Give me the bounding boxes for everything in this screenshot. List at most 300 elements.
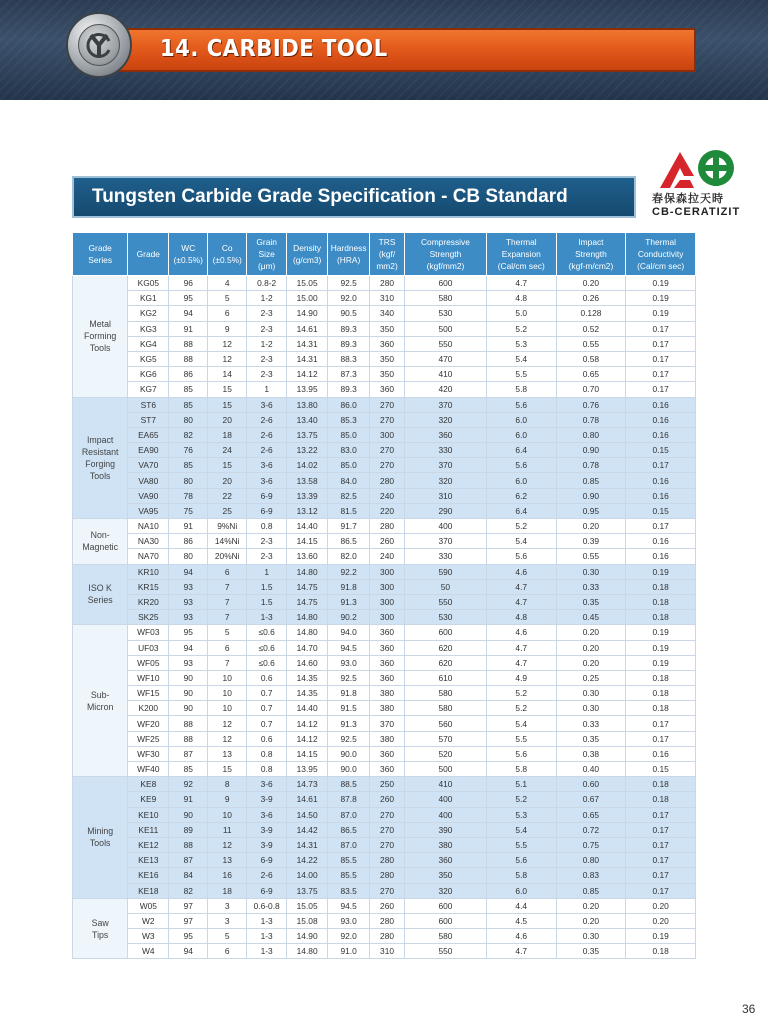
value-cell: 5 <box>208 929 247 944</box>
column-header <box>287 233 328 276</box>
table-row <box>73 458 696 473</box>
value-cell: 0.20 <box>556 625 626 640</box>
table-row <box>73 579 696 594</box>
table-header <box>73 233 696 276</box>
value-cell: 320 <box>404 412 486 427</box>
table-row <box>73 837 696 852</box>
value-cell: 0.18 <box>626 777 696 792</box>
value-cell: 280 <box>370 276 405 291</box>
value-cell: 88 <box>169 716 208 731</box>
table-row <box>73 519 696 534</box>
value-cell: 89 <box>169 822 208 837</box>
value-cell: 0.19 <box>626 564 696 579</box>
value-cell: 5.3 <box>486 807 556 822</box>
grade-cell: WF25 <box>128 731 169 746</box>
value-cell: 3-6 <box>247 807 287 822</box>
value-cell: 13.58 <box>287 473 328 488</box>
value-cell: 96 <box>169 276 208 291</box>
value-cell: 550 <box>404 594 486 609</box>
value-cell: 91.3 <box>328 716 370 731</box>
value-cell: 13.60 <box>287 549 328 564</box>
value-cell: 14.80 <box>287 944 328 959</box>
value-cell: 5 <box>208 291 247 306</box>
value-cell: 2-6 <box>247 868 287 883</box>
value-cell: 0.80 <box>556 853 626 868</box>
value-cell: 1 <box>247 382 287 397</box>
value-cell: 90.5 <box>328 306 370 321</box>
value-cell: 5.8 <box>486 868 556 883</box>
grade-cell: WF20 <box>128 716 169 731</box>
value-cell: 520 <box>404 746 486 761</box>
grade-series-line: Tools <box>89 838 111 849</box>
value-cell: 92.2 <box>328 564 370 579</box>
value-cell: 4.7 <box>486 579 556 594</box>
value-cell: 85.0 <box>328 458 370 473</box>
value-cell: 18 <box>208 883 247 898</box>
value-cell: 85.3 <box>328 412 370 427</box>
value-cell: 280 <box>370 868 405 883</box>
table-row <box>73 913 696 928</box>
value-cell: 86 <box>169 367 208 382</box>
value-cell: 0.39 <box>556 534 626 549</box>
grade-cell: NA10 <box>128 519 169 534</box>
value-cell: 14.00 <box>287 868 328 883</box>
grade-cell: WF30 <box>128 746 169 761</box>
value-cell: 5.4 <box>486 822 556 837</box>
value-cell: 0.25 <box>556 670 626 685</box>
value-cell: 400 <box>404 807 486 822</box>
company-emblem-icon <box>66 12 132 78</box>
table-row <box>73 503 696 518</box>
value-cell: 0.18 <box>626 686 696 701</box>
value-cell: 0.90 <box>556 443 626 458</box>
value-cell: 0.33 <box>556 579 626 594</box>
value-cell: 0.26 <box>556 291 626 306</box>
table-row <box>73 731 696 746</box>
value-cell: 5.6 <box>486 853 556 868</box>
value-cell: 280 <box>370 853 405 868</box>
value-cell: 13.40 <box>287 412 328 427</box>
value-cell: 2-6 <box>247 443 287 458</box>
value-cell: 0.15 <box>626 503 696 518</box>
value-cell: 15 <box>208 762 247 777</box>
value-cell: 83.0 <box>328 443 370 458</box>
value-cell: 400 <box>404 792 486 807</box>
value-cell: 92 <box>169 777 208 792</box>
table-row <box>73 716 696 731</box>
value-cell: 340 <box>370 306 405 321</box>
column-header <box>208 233 247 276</box>
value-cell: 380 <box>370 686 405 701</box>
value-cell: 90.0 <box>328 762 370 777</box>
table-row <box>73 397 696 412</box>
grade-series-cell <box>73 777 128 899</box>
value-cell: 7 <box>208 610 247 625</box>
column-header-line: WC <box>181 243 196 253</box>
value-cell: 0.8 <box>247 519 287 534</box>
value-cell: 2-6 <box>247 427 287 442</box>
value-cell: 0.85 <box>556 473 626 488</box>
grade-series-line: Impact <box>86 434 114 445</box>
value-cell: 0.16 <box>626 488 696 503</box>
value-cell: 3-6 <box>247 397 287 412</box>
value-cell: 16 <box>208 868 247 883</box>
value-cell: 0.35 <box>556 944 626 959</box>
value-cell: 0.17 <box>626 853 696 868</box>
table-row <box>73 427 696 442</box>
value-cell: 5.8 <box>486 762 556 777</box>
value-cell: ≤0.6 <box>247 655 287 670</box>
value-cell: 620 <box>404 655 486 670</box>
table-row <box>73 351 696 366</box>
value-cell: 85.5 <box>328 868 370 883</box>
value-cell: 600 <box>404 625 486 640</box>
value-cell: 50 <box>404 579 486 594</box>
grade-spec-table <box>72 232 696 959</box>
table-row <box>73 807 696 822</box>
value-cell: 9%Ni <box>208 519 247 534</box>
value-cell: 0.17 <box>626 837 696 852</box>
value-cell: 220 <box>370 503 405 518</box>
value-cell: 6-9 <box>247 503 287 518</box>
grade-cell: WF40 <box>128 762 169 777</box>
value-cell: 370 <box>404 397 486 412</box>
value-cell: 3-6 <box>247 473 287 488</box>
value-cell: 91.3 <box>328 594 370 609</box>
value-cell: 5.6 <box>486 746 556 761</box>
column-header-line: Thermal <box>505 237 537 247</box>
value-cell: 580 <box>404 686 486 701</box>
value-cell: 0.17 <box>626 367 696 382</box>
table-row <box>73 883 696 898</box>
value-cell: 82.0 <box>328 549 370 564</box>
value-cell: 5.5 <box>486 837 556 852</box>
grade-cell: KG5 <box>128 351 169 366</box>
grade-cell: KR10 <box>128 564 169 579</box>
value-cell: 0.30 <box>556 686 626 701</box>
value-cell: 22 <box>208 488 247 503</box>
value-cell: 0.45 <box>556 610 626 625</box>
value-cell: 86.5 <box>328 534 370 549</box>
value-cell: 14.22 <box>287 853 328 868</box>
value-cell: 14.61 <box>287 792 328 807</box>
value-cell: 6 <box>208 306 247 321</box>
grade-cell: NA70 <box>128 549 169 564</box>
table-row <box>73 306 696 321</box>
value-cell: 5.2 <box>486 321 556 336</box>
value-cell: 97 <box>169 913 208 928</box>
value-cell: 310 <box>404 488 486 503</box>
value-cell: 0.19 <box>626 291 696 306</box>
value-cell: 360 <box>370 625 405 640</box>
value-cell: 5.4 <box>486 351 556 366</box>
value-cell: 270 <box>370 883 405 898</box>
value-cell: 91.7 <box>328 519 370 534</box>
grade-cell: W4 <box>128 944 169 959</box>
grade-cell: KG2 <box>128 306 169 321</box>
table-row <box>73 929 696 944</box>
table-row <box>73 853 696 868</box>
value-cell: 93 <box>169 579 208 594</box>
value-cell: 85.0 <box>328 427 370 442</box>
value-cell: 15 <box>208 458 247 473</box>
value-cell: 4 <box>208 276 247 291</box>
value-cell: 0.20 <box>626 913 696 928</box>
value-cell: 5.2 <box>486 701 556 716</box>
grade-series-cell <box>73 564 128 625</box>
section-title-box <box>72 176 636 218</box>
value-cell: 280 <box>370 519 405 534</box>
value-cell: 90.0 <box>328 746 370 761</box>
value-cell: 4.6 <box>486 625 556 640</box>
value-cell: 350 <box>370 321 405 336</box>
value-cell: 350 <box>370 351 405 366</box>
value-cell: 81.5 <box>328 503 370 518</box>
value-cell: 0.8 <box>247 762 287 777</box>
value-cell: 20 <box>208 473 247 488</box>
value-cell: 85 <box>169 382 208 397</box>
value-cell: 0.40 <box>556 762 626 777</box>
value-cell: 3-9 <box>247 822 287 837</box>
value-cell: 280 <box>370 913 405 928</box>
table-row <box>73 746 696 761</box>
value-cell: 6.0 <box>486 473 556 488</box>
value-cell: 590 <box>404 564 486 579</box>
value-cell: 580 <box>404 701 486 716</box>
value-cell: 0.17 <box>626 458 696 473</box>
value-cell: 25 <box>208 503 247 518</box>
value-cell: 4.7 <box>486 944 556 959</box>
value-cell: 380 <box>370 731 405 746</box>
value-cell: 3-9 <box>247 837 287 852</box>
value-cell: 2-3 <box>247 549 287 564</box>
table-row <box>73 655 696 670</box>
value-cell: 500 <box>404 762 486 777</box>
value-cell: 0.58 <box>556 351 626 366</box>
value-cell: 2-6 <box>247 412 287 427</box>
value-cell: 14.75 <box>287 594 328 609</box>
value-cell: 260 <box>370 534 405 549</box>
value-cell: 92.0 <box>328 291 370 306</box>
value-cell: 0.16 <box>626 397 696 412</box>
grade-series-cell <box>73 276 128 398</box>
value-cell: 14.70 <box>287 640 328 655</box>
value-cell: 6.4 <box>486 443 556 458</box>
value-cell: 0.20 <box>556 913 626 928</box>
value-cell: 0.6 <box>247 670 287 685</box>
column-header <box>73 233 128 276</box>
grade-series-line: Micron <box>86 701 114 712</box>
column-header-line: Impact <box>578 237 604 247</box>
column-header-line: (μm) <box>257 261 276 271</box>
grade-series-cell <box>73 397 128 519</box>
value-cell: 87.3 <box>328 367 370 382</box>
value-cell: 92.5 <box>328 276 370 291</box>
value-cell: 3-9 <box>247 792 287 807</box>
value-cell: 4.5 <box>486 913 556 928</box>
table-row <box>73 443 696 458</box>
value-cell: 87 <box>169 853 208 868</box>
value-cell: 82 <box>169 883 208 898</box>
value-cell: 91.8 <box>328 579 370 594</box>
value-cell: 6.4 <box>486 503 556 518</box>
table-row <box>73 549 696 564</box>
table-row <box>73 382 696 397</box>
value-cell: 370 <box>404 534 486 549</box>
grade-series-cell <box>73 519 128 565</box>
value-cell: 4.7 <box>486 640 556 655</box>
value-cell: 94 <box>169 306 208 321</box>
value-cell: 14.40 <box>287 519 328 534</box>
table-row <box>73 640 696 655</box>
value-cell: 600 <box>404 913 486 928</box>
column-header-line: (Cal/cm sec) <box>637 261 685 271</box>
value-cell: 4.4 <box>486 898 556 913</box>
value-cell: 600 <box>404 898 486 913</box>
column-header-line: Grade <box>88 243 112 253</box>
table-row <box>73 610 696 625</box>
value-cell: 2-3 <box>247 306 287 321</box>
value-cell: 5.5 <box>486 367 556 382</box>
column-header <box>128 233 169 276</box>
value-cell: 0.72 <box>556 822 626 837</box>
value-cell: 0.19 <box>626 640 696 655</box>
emblem-inner <box>78 24 120 66</box>
value-cell: 4.7 <box>486 276 556 291</box>
value-cell: 15.05 <box>287 276 328 291</box>
value-cell: 5.5 <box>486 731 556 746</box>
grade-cell: KE9 <box>128 792 169 807</box>
value-cell: 470 <box>404 351 486 366</box>
value-cell: 0.20 <box>556 898 626 913</box>
value-cell: 4.9 <box>486 670 556 685</box>
value-cell: 600 <box>404 276 486 291</box>
value-cell: 0.55 <box>556 549 626 564</box>
value-cell: 13.75 <box>287 883 328 898</box>
value-cell: 14.12 <box>287 367 328 382</box>
column-header <box>626 233 696 276</box>
value-cell: 0.83 <box>556 868 626 883</box>
grade-series-line: Metal <box>89 319 111 330</box>
value-cell: 5.1 <box>486 777 556 792</box>
value-cell: 4.8 <box>486 610 556 625</box>
value-cell: 8 <box>208 777 247 792</box>
value-cell: 0.52 <box>556 321 626 336</box>
value-cell: 0.17 <box>626 716 696 731</box>
value-cell: 270 <box>370 397 405 412</box>
value-cell: 82.5 <box>328 488 370 503</box>
column-header-line: Expansion <box>501 249 541 259</box>
column-header <box>247 233 287 276</box>
value-cell: 0.16 <box>626 549 696 564</box>
value-cell: 360 <box>370 746 405 761</box>
value-cell: 92.5 <box>328 731 370 746</box>
grade-cell: KG6 <box>128 367 169 382</box>
value-cell: 360 <box>370 382 405 397</box>
section-title: Tungsten Carbide Grade Specification - CB Standard <box>92 186 568 207</box>
value-cell: 0.20 <box>556 655 626 670</box>
value-cell: 12 <box>208 336 247 351</box>
value-cell: 78 <box>169 488 208 503</box>
value-cell: 0.18 <box>626 594 696 609</box>
value-cell: 5.3 <box>486 336 556 351</box>
value-cell: ≤0.6 <box>247 625 287 640</box>
column-header-line: Co <box>221 243 233 253</box>
value-cell: 15 <box>208 397 247 412</box>
value-cell: 14.12 <box>287 731 328 746</box>
table-row <box>73 686 696 701</box>
value-cell: 0.20 <box>626 898 696 913</box>
value-cell: 0.18 <box>626 944 696 959</box>
value-cell: 2-3 <box>247 351 287 366</box>
value-cell: 13.95 <box>287 762 328 777</box>
value-cell: 260 <box>370 898 405 913</box>
table-row <box>73 701 696 716</box>
value-cell: 0.16 <box>626 534 696 549</box>
value-cell: 14.61 <box>287 321 328 336</box>
value-cell: 97 <box>169 898 208 913</box>
value-cell: 93 <box>169 594 208 609</box>
column-header-line: (kgf-m/cm2) <box>568 261 614 271</box>
value-cell: 10 <box>208 701 247 716</box>
value-cell: 0.30 <box>556 701 626 716</box>
grade-series-line: Sub- <box>90 689 110 700</box>
grade-cell: KG05 <box>128 276 169 291</box>
value-cell: 20%Ni <box>208 549 247 564</box>
value-cell: 88.3 <box>328 351 370 366</box>
value-cell: 290 <box>404 503 486 518</box>
value-cell: 0.90 <box>556 488 626 503</box>
value-cell: 0.76 <box>556 397 626 412</box>
value-cell: 0.15 <box>626 762 696 777</box>
grade-cell: WF05 <box>128 655 169 670</box>
grade-cell: KG4 <box>128 336 169 351</box>
value-cell: 75 <box>169 503 208 518</box>
value-cell: 0.8 <box>247 746 287 761</box>
value-cell: 0.33 <box>556 716 626 731</box>
value-cell: 0.19 <box>626 655 696 670</box>
column-header-line: (±0.5%) <box>212 255 242 265</box>
value-cell: 5.2 <box>486 686 556 701</box>
value-cell: 0.18 <box>626 610 696 625</box>
value-cell: 85 <box>169 458 208 473</box>
table-row <box>73 822 696 837</box>
value-cell: 0.38 <box>556 746 626 761</box>
value-cell: 6.0 <box>486 412 556 427</box>
value-cell: 94.0 <box>328 625 370 640</box>
value-cell: 0.78 <box>556 458 626 473</box>
value-cell: 1-3 <box>247 913 287 928</box>
table-body <box>73 276 696 959</box>
value-cell: 94 <box>169 640 208 655</box>
value-cell: 6-9 <box>247 883 287 898</box>
value-cell: 87.8 <box>328 792 370 807</box>
column-header-line: Strength <box>575 249 607 259</box>
value-cell: 360 <box>370 655 405 670</box>
value-cell: 0.19 <box>626 625 696 640</box>
page-number: 36 <box>742 1002 756 1016</box>
grade-cell: KG7 <box>128 382 169 397</box>
value-cell: 0.19 <box>626 306 696 321</box>
value-cell: 5.4 <box>486 534 556 549</box>
value-cell: 91.8 <box>328 686 370 701</box>
value-cell: 14.35 <box>287 686 328 701</box>
value-cell: 94 <box>169 564 208 579</box>
value-cell: 530 <box>404 306 486 321</box>
table-row <box>73 534 696 549</box>
value-cell: 86.0 <box>328 397 370 412</box>
value-cell: 15 <box>208 382 247 397</box>
